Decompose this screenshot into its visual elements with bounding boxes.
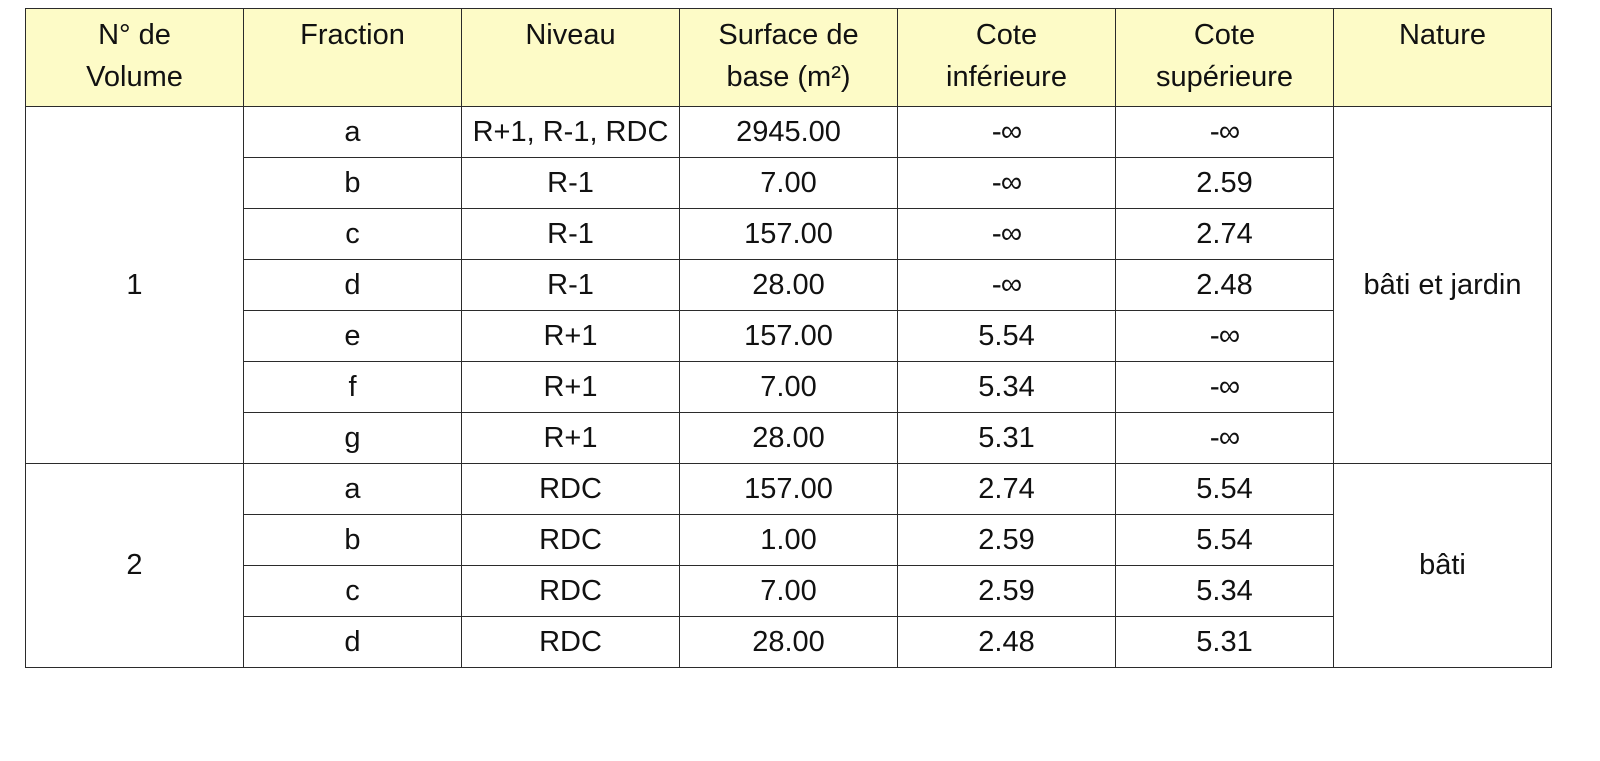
surface-cell: 157.00 <box>680 311 898 362</box>
header-surface-line1: Surface de <box>718 19 859 51</box>
surface-cell: 157.00 <box>680 209 898 260</box>
header-row <box>26 9 1552 107</box>
header-surface <box>680 9 898 107</box>
volume-cell: 2 <box>26 464 244 668</box>
header-cote-inf-line2: inférieure <box>946 61 1067 93</box>
surface-cell: 28.00 <box>680 413 898 464</box>
fraction-cell: g <box>244 413 462 464</box>
header-surface-line2: base (m²) <box>726 61 851 93</box>
nature-cell: bâti et jardin <box>1334 107 1552 464</box>
cote-inf-cell: 2.48 <box>898 617 1116 668</box>
cote-sup-cell: -∞ <box>1116 362 1334 413</box>
fraction-cell: e <box>244 311 462 362</box>
cote-sup-cell: 2.59 <box>1116 158 1334 209</box>
cote-inf-cell: -∞ <box>898 107 1116 158</box>
header-cote-inf-line1: Cote <box>975 19 1038 51</box>
fraction-cell: a <box>244 107 462 158</box>
fraction-cell: b <box>244 158 462 209</box>
header-fraction: Fraction <box>244 9 462 107</box>
surface-cell: 28.00 <box>680 260 898 311</box>
cote-inf-cell: 5.31 <box>898 413 1116 464</box>
cote-sup-cell: 2.48 <box>1116 260 1334 311</box>
niveau-cell: R+1 <box>462 311 680 362</box>
niveau-cell: RDC <box>462 464 680 515</box>
table-row <box>26 617 1552 668</box>
fraction-cell: c <box>244 209 462 260</box>
niveau-cell: RDC <box>462 617 680 668</box>
cote-inf-cell: 2.74 <box>898 464 1116 515</box>
table-row <box>26 209 1552 260</box>
cote-sup-cell: 2.74 <box>1116 209 1334 260</box>
table-row <box>26 566 1552 617</box>
table-row <box>26 413 1552 464</box>
niveau-cell: R-1 <box>462 158 680 209</box>
cote-sup-cell: -∞ <box>1116 107 1334 158</box>
fraction-cell: c <box>244 566 462 617</box>
niveau-cell: RDC <box>462 515 680 566</box>
cote-inf-cell: 5.54 <box>898 311 1116 362</box>
header-volume-line2: Volume <box>86 61 183 93</box>
header-cote-superieure <box>1116 9 1334 107</box>
header-volume <box>26 9 244 107</box>
surface-cell: 7.00 <box>680 362 898 413</box>
surface-cell: 1.00 <box>680 515 898 566</box>
cote-sup-cell: 5.54 <box>1116 515 1334 566</box>
cote-inf-cell: 2.59 <box>898 566 1116 617</box>
header-cote-inferieure <box>898 9 1116 107</box>
cote-inf-cell: -∞ <box>898 158 1116 209</box>
table-row <box>26 107 1552 158</box>
header-cote-sup-line2: supérieure <box>1155 61 1294 93</box>
cote-inf-cell: 5.34 <box>898 362 1116 413</box>
header-nature: Nature <box>1334 9 1552 107</box>
cote-inf-cell: 2.59 <box>898 515 1116 566</box>
niveau-cell: R+1, R-1, RDC <box>462 107 680 158</box>
surface-cell: 2945.00 <box>680 107 898 158</box>
surface-cell: 7.00 <box>680 158 898 209</box>
header-cote-sup-line1: Cote <box>1193 19 1256 51</box>
table-row <box>26 362 1552 413</box>
niveau-cell: R-1 <box>462 260 680 311</box>
fraction-cell: f <box>244 362 462 413</box>
cote-sup-cell: 5.31 <box>1116 617 1334 668</box>
header-volume-line1: N° de <box>98 19 171 51</box>
nature-cell: bâti <box>1334 464 1552 668</box>
niveau-cell: R-1 <box>462 209 680 260</box>
fraction-cell: d <box>244 617 462 668</box>
surface-cell: 7.00 <box>680 566 898 617</box>
fraction-cell: a <box>244 464 462 515</box>
table-row <box>26 311 1552 362</box>
cote-sup-cell: -∞ <box>1116 311 1334 362</box>
niveau-cell: R+1 <box>462 413 680 464</box>
cote-sup-cell: -∞ <box>1116 413 1334 464</box>
volumes-table <box>25 8 1552 668</box>
header-niveau: Niveau <box>462 9 680 107</box>
table-row <box>26 260 1552 311</box>
niveau-cell: R+1 <box>462 362 680 413</box>
cote-inf-cell: -∞ <box>898 209 1116 260</box>
surface-cell: 157.00 <box>680 464 898 515</box>
cote-inf-cell: -∞ <box>898 260 1116 311</box>
table-row <box>26 158 1552 209</box>
fraction-cell: b <box>244 515 462 566</box>
cote-sup-cell: 5.54 <box>1116 464 1334 515</box>
table-row <box>26 464 1552 515</box>
table-row <box>26 515 1552 566</box>
niveau-cell: RDC <box>462 566 680 617</box>
fraction-cell: d <box>244 260 462 311</box>
cote-sup-cell: 5.34 <box>1116 566 1334 617</box>
surface-cell: 28.00 <box>680 617 898 668</box>
volume-cell: 1 <box>26 107 244 464</box>
